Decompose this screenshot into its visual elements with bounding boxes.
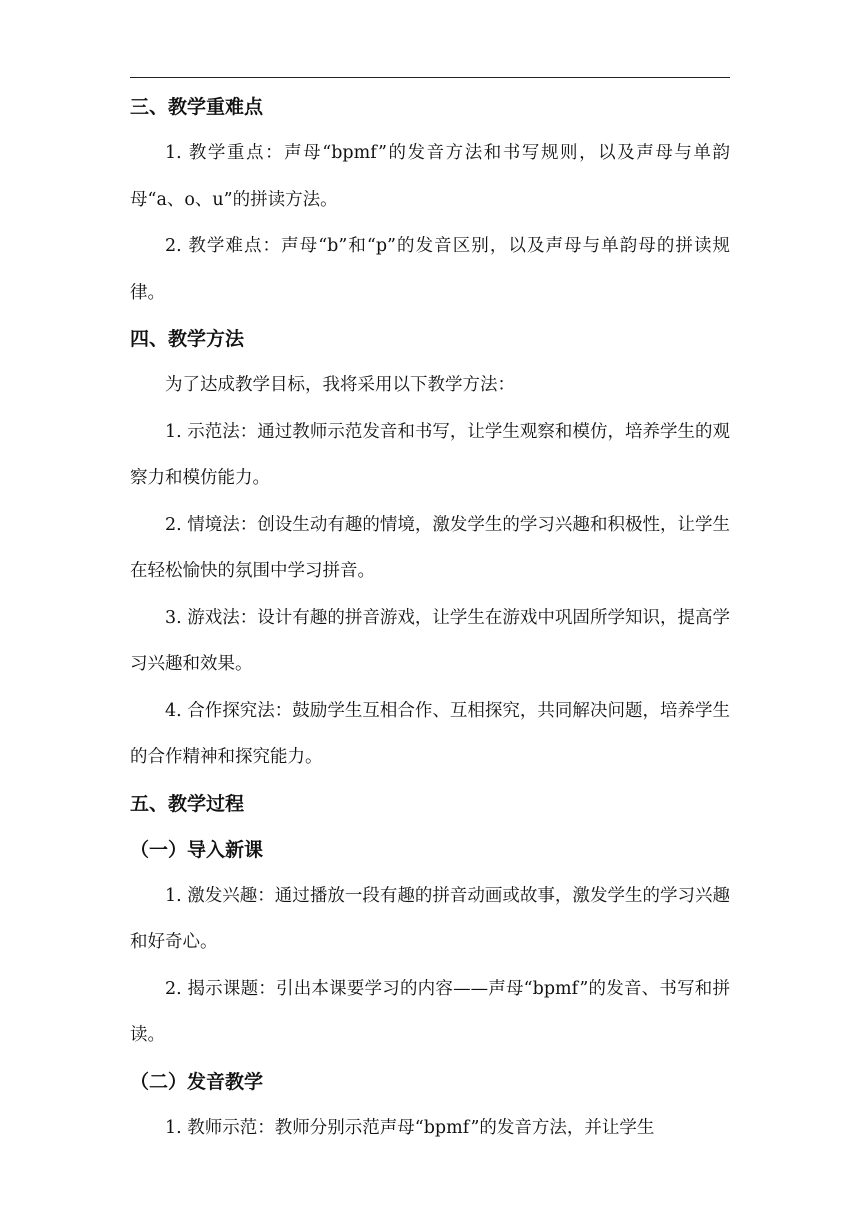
section-heading-methods: 四、教学方法 [130,328,245,350]
header-rule [130,77,730,78]
paragraph-method-situation: 2. 情境法：创设生动有趣的情境，激发学生的学习兴趣和积极性，让学生在轻松愉快的氛围中学习拼音。 [130,514,730,581]
document-body [130,84,730,1151]
section-heading-difficulties: 三、教学重难点 [130,96,264,118]
paragraph-method-demonstration: 1. 示范法：通过教师示范发音和书写，让学生观察和模仿，培养学生的观察力和模仿能力。 [130,421,730,488]
paragraph-difficult-points: 2. 教学难点：声母“b”和“p”的发音区别，以及声母与单韵母的拼读规律。 [130,236,730,303]
subsection-heading-intro: （一）导入新课 [130,838,264,861]
paragraph-methods-intro: 为了达成教学目标，我将采用以下教学方法： [165,375,515,395]
paragraph-teacher-demo: 1. 教师示范：教师分别示范声母“bpmf”的发音方法，并让学生 [165,1117,655,1138]
subsection-heading-pronunciation: （二）发音教学 [130,1070,264,1093]
paragraph-key-points: 1. 教学重点：声母“bpmf”的发音方法和书写规则，以及声母与单韵母“a、o、u”的拼读方法。 [130,143,730,210]
paragraph-method-cooperation: 4. 合作探究法：鼓励学生互相合作、互相探究，共同解决问题，培养学生的合作精神和探究能力。 [130,700,730,767]
paragraph-stimulate-interest: 1. 激发兴趣：通过播放一段有趣的拼音动画或故事，激发学生的学习兴趣和好奇心。 [130,885,730,952]
section-heading-process: 五、教学过程 [130,792,245,815]
paragraph-method-game: 3. 游戏法：设计有趣的拼音游戏，让学生在游戏中巩固所学知识，提高学习兴趣和效果。 [130,607,730,674]
paragraph-reveal-topic: 2. 揭示课题：引出本课要学习的内容——声母“bpmf”的发音、书写和拼读。 [130,978,730,1045]
